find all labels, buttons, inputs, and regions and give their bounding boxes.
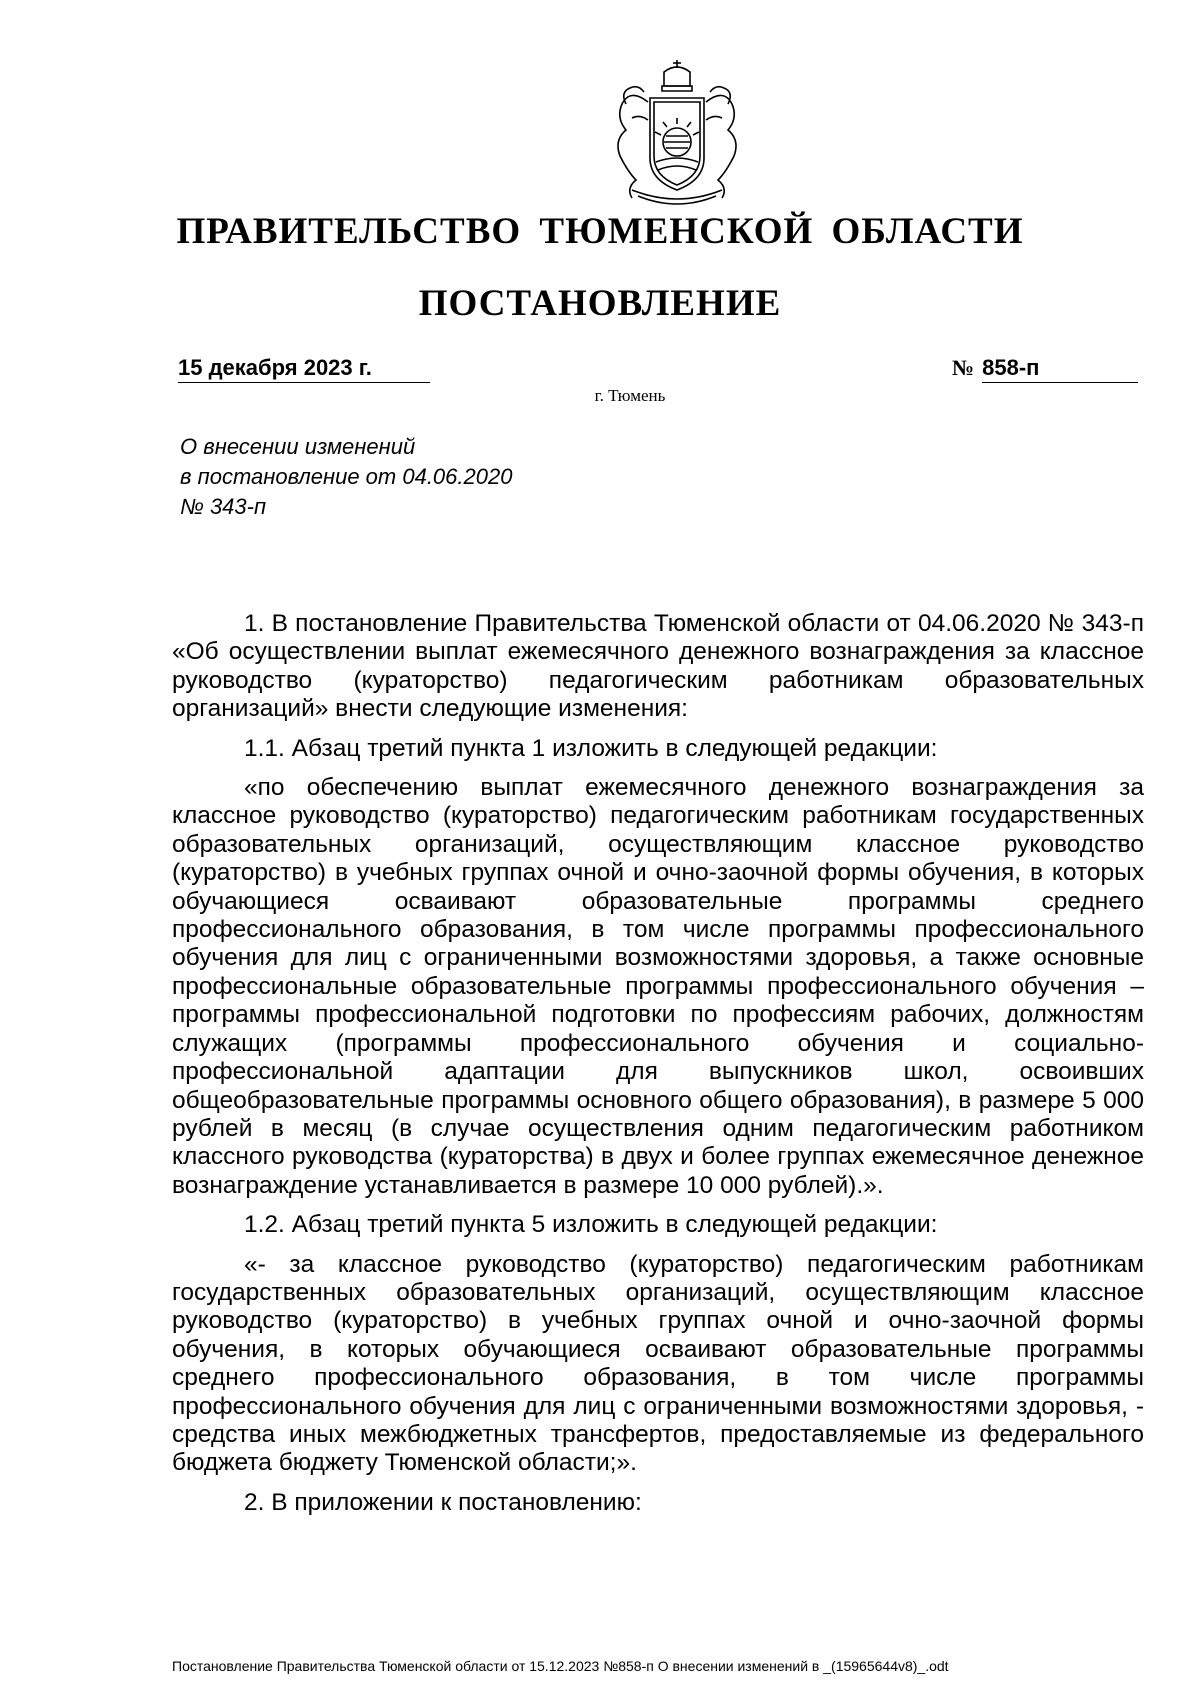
body-paragraph: 1.1. Абзац третий пункта 1 изложить в следующей редакции: bbox=[244, 734, 938, 762]
number-sign: № bbox=[952, 355, 975, 380]
body-paragraph: «- за классное руководство (кураторство) педагогическим работникам государственных образовательных организаций, осуществляющим классное руководство (кураторство) в учебных группах очной и очно-заочной формы обучения, в которых обучающиеся осваивают образовательные программы среднего профессионального образования, в том числе программы профессионального обучения для лиц с ограниченными возможностями здоровья, - средства иных межбюджетных трансфертов, предоставляемые из федерального бюджета бюджету Тюменской области;». bbox=[172, 1250, 1144, 1477]
body-paragraph: 1.2. Абзац третий пункта 5 изложить в следующей редакции: bbox=[244, 1211, 938, 1239]
document-number-field bbox=[952, 355, 1138, 383]
body-paragraph: «по обеспечению выплат ежемесячного денежного вознаграждения за классное руководство (кураторство) педагогическим работникам государственных образовательных организаций, осуществляющим классное руководство (кураторство) в учебных группах очной и очно-заочной формы обучения, в которых обучающиеся осваивают образовательные программы среднего профессионального образования, в том числе программы профессионального обучения для лиц с ограниченными возможностями здоровья, а также основные профессиональные образовательные программы профессионального обучения – программы профессиональной подготовки по профессиям рабочих, должностям служащих (программы профессионального обучения и социально-профессиональной адаптации для выпускников школ, освоивших общеобразовательные программы основного общего образования), в размере 5 000 рублей в месяц (в случае осуществления одним педагогическим работником классного руководства (кураторства) в двух и более группах ежемесячное денежное вознаграждение устанавливается в размере 10 000 рублей).». bbox=[172, 774, 1144, 1199]
body-paragraph: 2. В приложении к постановлению: bbox=[244, 1488, 642, 1516]
body-paragraph: 1. В постановление Правительства Тюменской области от 04.06.2020 № 343-п «Об осуществлении выплат ежемесячного денежного вознаграждения за классное руководство (кураторство) педагогическим работникам образовательных организаций» внести следующие изменения: bbox=[172, 610, 1144, 723]
document-city: г. Тюмень bbox=[594, 386, 666, 405]
subject-line: № 343-п bbox=[180, 494, 267, 519]
org-title: ПРАВИТЕЛЬСТВО ТЮМЕНСКОЙ ОБЛАСТИ bbox=[176, 211, 1024, 252]
document-body bbox=[172, 610, 1144, 1528]
subject-line: в постановление от 04.06.2020 bbox=[180, 464, 513, 489]
subject-line: О внесении изменений bbox=[180, 434, 416, 459]
coat-of-arms-emblem bbox=[592, 58, 762, 208]
document-date: 15 декабря 2023 г. bbox=[178, 355, 430, 383]
document-kind: ПОСТАНОВЛЕНИЕ bbox=[418, 283, 782, 324]
document-number: 858-п bbox=[982, 355, 1138, 383]
page-footer: Постановление Правительства Тюменской области от 15.12.2023 №858-п О внесении изменений в _(15965644v8)_.odt bbox=[172, 1658, 949, 1674]
document-subject bbox=[180, 432, 512, 522]
